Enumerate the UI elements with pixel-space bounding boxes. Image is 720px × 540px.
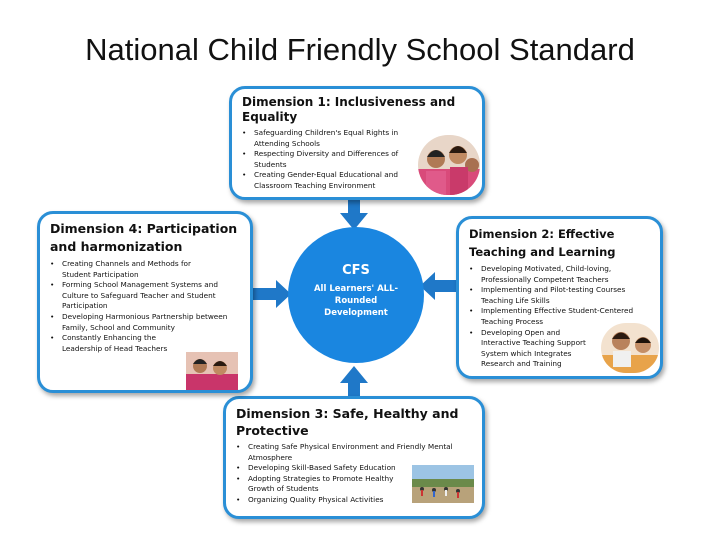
children-photo [418, 135, 480, 195]
list-item: • Forming School Management Systems and Culture to Safeguard Teacher and Student Participation [50, 280, 218, 311]
list-item: • Constantly Enhancing the Leadership of Head Teachers [50, 333, 168, 353]
list-item: • Respecting Diversity and Differences of Students [242, 149, 399, 169]
list-item: • Adopting Strategies to Promote Healthy Growth of Students [236, 473, 394, 494]
list-item: • Organizing Quality Physical Activities [236, 494, 384, 504]
dimension-2-title: Dimension 2: Effective Teaching and Learning [469, 227, 616, 259]
cfs-title: CFS [342, 263, 370, 278]
playground-photo [412, 465, 474, 503]
list-item: • Developing Open and Interactive Teaching Support System which Integrates Research and Training [469, 327, 586, 369]
list-item: • Implementing and Pilot-testing Courses Teaching Life Skills [469, 285, 626, 305]
list-item: • Implementing Effective Student-Centered Teaching Process [469, 306, 634, 326]
dimension-3-box [223, 396, 485, 519]
list-item: • Creating Safe Physical Environment and Friendly Mental Atmosphere [236, 442, 453, 462]
dimension-4-box [37, 211, 253, 393]
slide-title: National Child Friendly School Standard [85, 32, 635, 67]
list-item: • Developing Skill-Based Safety Education [236, 463, 396, 473]
cfs-subtitle: All Learners' ALL-Rounded Development [313, 284, 399, 318]
list-item: • Creating Channels and Methods for Student Participation [50, 259, 192, 279]
arrow-up-from-dimension-3 [339, 365, 369, 397]
list-item: • Developing Motivated, Child-loving, Professionally Competent Teachers [469, 264, 612, 284]
dimension-4-title: Dimension 4: Participation and harmonization [50, 221, 238, 254]
arrow-left-from-dimension-2 [419, 272, 459, 300]
list-item: • Developing Harmonious Partnership between Family, School and Community [50, 311, 228, 332]
classroom-photo [601, 323, 659, 373]
dimension-1-list [242, 128, 410, 192]
dimension-4-list [50, 259, 242, 354]
list-item: • Safeguarding Children's Equal Rights in Attending Schools [242, 128, 399, 148]
students-photo [186, 352, 238, 390]
list-item: • Creating Gender-Equal Educational and Classroom Teaching Environment [242, 170, 398, 190]
dimension-2-box [456, 216, 663, 379]
dimension-3-title: Dimension 3: Safe, Healthy and Protective [236, 406, 459, 438]
cfs-center-circle [288, 227, 424, 363]
dimension-1-box [229, 86, 485, 200]
arrow-right-from-dimension-4 [252, 280, 292, 308]
dimension-1-title: Dimension 1: Inclusiveness and Equality [242, 95, 456, 124]
